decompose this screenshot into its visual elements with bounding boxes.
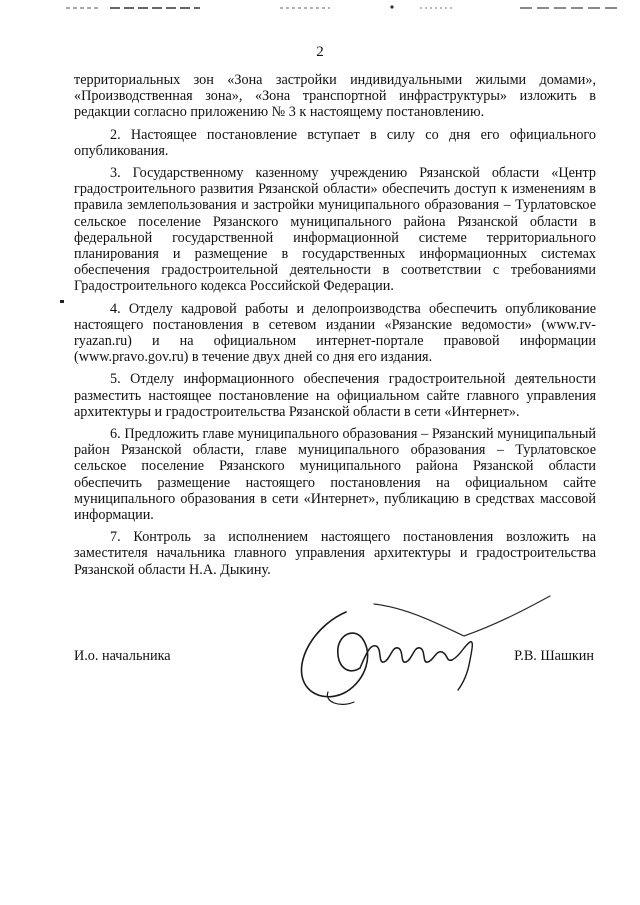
- signer-role: И.о. начальника: [74, 648, 171, 664]
- paragraph-5: 5. Отделу информационного обеспечения градостроительной деятельности разместить настоящее постановление на официальном сайте главного управления архитектуры и градостроительства Рязанской области в сети «Интернет».: [74, 371, 596, 420]
- page-number: 2: [316, 44, 324, 60]
- paragraph-7: 7. Контроль за исполнением настоящего постановления возложить на заместителя начальника главного управления архитектуры и градостроительства Рязанской области Н.А. Дыкину.: [74, 529, 596, 578]
- signer-name: Р.В. Шашкин: [514, 648, 594, 664]
- paragraph-3: 3. Государственному казенному учреждению Рязанской области «Центр градостроительного развития Рязанской области» обеспечить доступ к изменениям в правила землепользования и застройки муниципального образования – Турлатовское сельское поселение Рязанского муниципального района Рязанской области в федеральной государственной информационной системе территориального планирования и размещение в государственных информационных системах обеспечения градостроительной деятельности в соответствии с требованиями Градостроительного кодекса Российской Федерации.: [74, 165, 596, 295]
- document-body: [74, 72, 596, 578]
- margin-mark: [60, 300, 64, 303]
- paragraph-4: 4. Отделу кадровой работы и делопроизводства обеспечить опубликование настоящего постановления в сетевом издании «Рязанские ведомости» (www.rv-ryazan.ru) и на официальном интернет-портале правовой информации (www.pravo.gov.ru) в течение двух дней со дня его издания.: [74, 300, 596, 366]
- scan-artifacts: [0, 0, 640, 14]
- paragraph-6: 6. Предложить главе муниципального образования – Рязанский муниципальный район Рязанской области, главе муниципального образования – Турлатовское сельское поселение Рязанского муниципального района Рязанской области обеспечить размещение настоящего постановления на официальном сайте муниципального образования в сети «Интернет», публикацию в средствах массовой информации.: [74, 426, 596, 524]
- paragraph-continuation: территориальных зон «Зона застройки индивидуальными жилыми домами», «Производственная зона», «Зона транспортной инфраструктуры» изложить в редакции согласно приложению № 3 к настоящему постановлению.: [74, 72, 596, 121]
- paragraph-2: 2. Настоящее постановление вступает в силу со дня его официального опубликования.: [74, 126, 596, 159]
